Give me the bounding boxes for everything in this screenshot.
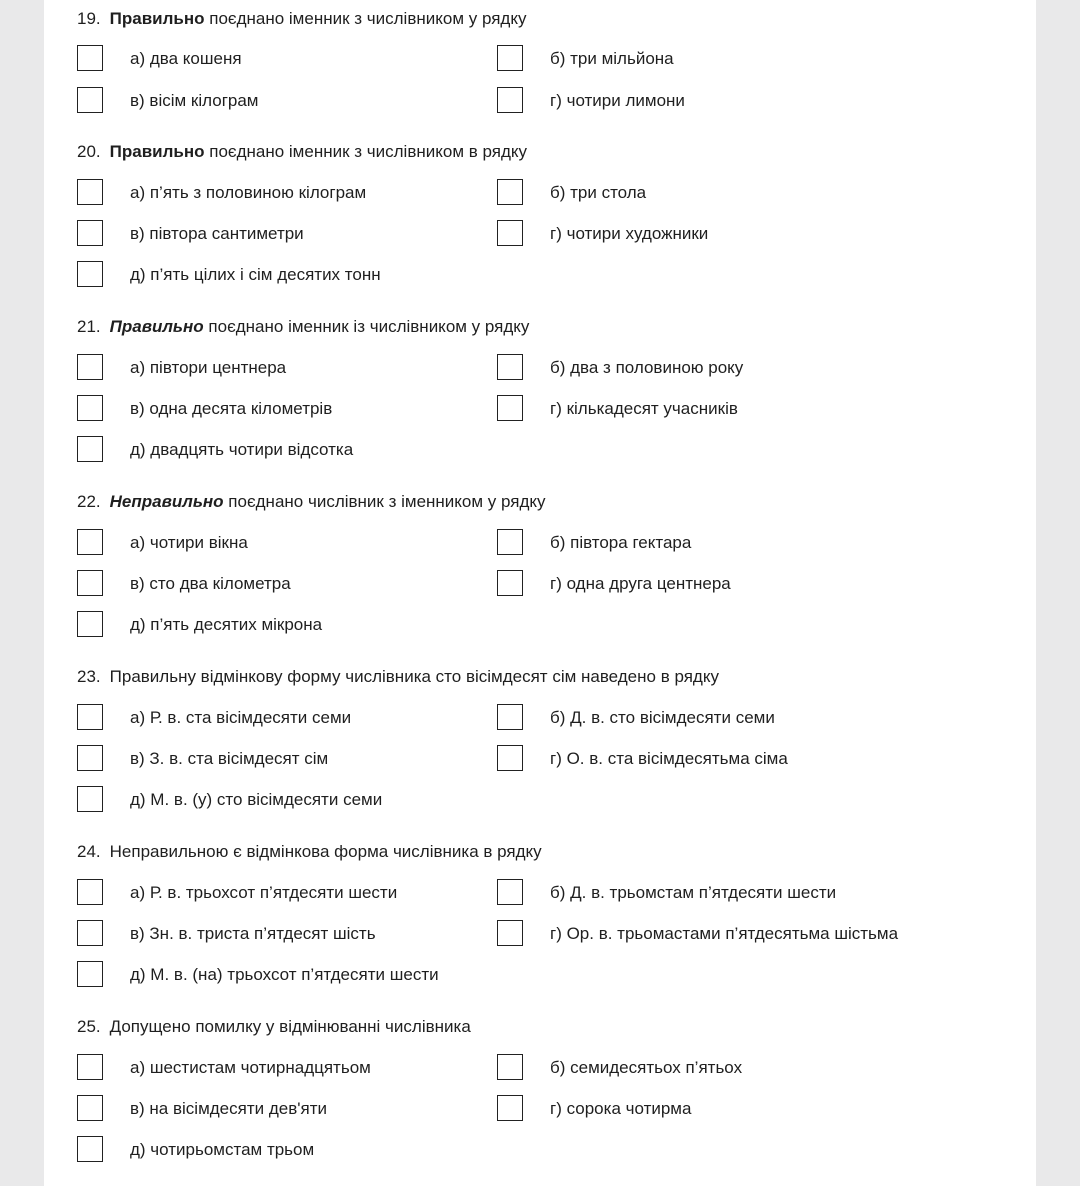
answer-option-b[interactable] — [497, 1054, 937, 1082]
question-text: поєднано іменник з числівником в рядку — [204, 142, 528, 161]
answer-option-c[interactable] — [77, 220, 517, 248]
option-label: в) півтора сантиметри — [130, 224, 304, 243]
answer-option-d[interactable] — [497, 745, 937, 773]
answer-checkbox[interactable] — [497, 879, 523, 905]
answer-checkbox[interactable] — [77, 704, 103, 730]
answer-checkbox[interactable] — [497, 1054, 523, 1080]
answer-option-c[interactable] — [77, 1095, 517, 1123]
question-number: 22. — [77, 492, 101, 511]
answer-checkbox[interactable] — [77, 961, 103, 987]
question-keyword: Правильно — [109, 9, 205, 28]
answer-option-e[interactable] — [77, 436, 517, 464]
question-title — [77, 316, 529, 338]
question-title — [77, 841, 542, 863]
option-label: а) два кошеня — [130, 49, 242, 68]
option-label: г) Ор. в. трьомастами п’ятдесятьма шістьма — [550, 924, 899, 943]
option-label: а) чотири вікна — [130, 533, 248, 552]
answer-checkbox[interactable] — [77, 45, 103, 71]
option-label: г) сорока чотирма — [550, 1099, 692, 1118]
worksheet-page — [44, 0, 1036, 1186]
option-label: д) М. в. (у) сто вісімдесяти семи — [130, 790, 383, 809]
option-label: в) З. в. ста вісімдесят сім — [130, 749, 329, 768]
answer-option-e[interactable] — [77, 261, 517, 289]
option-label: г) кількадесят учасників — [550, 399, 738, 418]
answer-option-c[interactable] — [77, 920, 517, 948]
answer-checkbox[interactable] — [497, 1095, 523, 1121]
option-label: а) п’ять з половиною кілограм — [130, 183, 367, 202]
answer-checkbox[interactable] — [497, 570, 523, 596]
question-number: 19. — [77, 9, 101, 28]
answer-checkbox[interactable] — [77, 1095, 103, 1121]
option-label: а) Р. в. ста вісімдесяти семи — [130, 708, 352, 727]
answer-option-a[interactable] — [77, 1054, 517, 1082]
question-text: Правильну відмінкову форму числівника сто вісімдесят сім наведено в рядку — [109, 667, 719, 686]
answer-option-d[interactable] — [497, 395, 937, 423]
question-text: Допущено помилку у відмінюванні числівника — [109, 1017, 471, 1036]
option-label: б) Д. в. трьомстам п’ятдесяти шести — [550, 883, 837, 902]
answer-option-e[interactable] — [77, 961, 517, 989]
answer-option-b[interactable] — [497, 179, 937, 207]
answer-option-d[interactable] — [497, 87, 937, 115]
answer-checkbox[interactable] — [77, 920, 103, 946]
answer-checkbox[interactable] — [77, 436, 103, 462]
answer-option-c[interactable] — [77, 395, 517, 423]
question-keyword: Правильно — [109, 317, 204, 336]
answer-option-c[interactable] — [77, 87, 517, 115]
answer-checkbox[interactable] — [77, 87, 103, 113]
answer-checkbox[interactable] — [497, 395, 523, 421]
answer-checkbox[interactable] — [497, 529, 523, 555]
option-label: в) вісім кілограм — [130, 91, 259, 110]
option-label: в) на вісімдесяти дев'яти — [130, 1099, 327, 1118]
question-keyword: Неправильно — [109, 492, 224, 511]
option-label: б) семидесятьох п’ятьох — [550, 1058, 743, 1077]
answer-option-c[interactable] — [77, 745, 517, 773]
answer-checkbox[interactable] — [497, 87, 523, 113]
answer-checkbox[interactable] — [497, 920, 523, 946]
option-label: а) півтори центнера — [130, 358, 287, 377]
answer-option-b[interactable] — [497, 704, 937, 732]
option-label: д) двадцять чотири відсотка — [130, 440, 354, 459]
question-title — [77, 1016, 471, 1038]
option-label: б) Д. в. сто вісімдесяти семи — [550, 708, 775, 727]
answer-checkbox[interactable] — [77, 745, 103, 771]
answer-option-b[interactable] — [497, 354, 937, 382]
option-label: в) одна десята кілометрів — [130, 399, 333, 418]
option-label: б) два з половиною року — [550, 358, 744, 377]
answer-option-a[interactable] — [77, 354, 517, 382]
option-label: г) О. в. ста вісімдесятьма сіма — [550, 749, 788, 768]
answer-option-a[interactable] — [77, 529, 517, 557]
option-label: г) чотири лимони — [550, 91, 685, 110]
answer-checkbox[interactable] — [497, 354, 523, 380]
answer-option-a[interactable] — [77, 45, 517, 73]
answer-option-a[interactable] — [77, 879, 517, 907]
answer-checkbox[interactable] — [77, 786, 103, 812]
question-text: поєднано іменник із числівником у рядку — [203, 317, 530, 336]
option-label: а) шестистам чотирнадцятьом — [130, 1058, 371, 1077]
answer-checkbox[interactable] — [497, 45, 523, 71]
answer-option-b[interactable] — [497, 879, 937, 907]
question-text: Неправильною є відмінкова форма числівника в рядку — [109, 842, 542, 861]
answer-checkbox[interactable] — [497, 704, 523, 730]
answer-option-d[interactable] — [497, 1095, 937, 1123]
answer-checkbox[interactable] — [77, 879, 103, 905]
option-label: б) півтора гектара — [550, 533, 692, 552]
question-number: 21. — [77, 317, 101, 336]
option-label: г) одна друга центнера — [550, 574, 731, 593]
answer-checkbox[interactable] — [77, 529, 103, 555]
answer-checkbox[interactable] — [77, 179, 103, 205]
option-label: в) сто два кілометра — [130, 574, 291, 593]
question-number: 25. — [77, 1017, 101, 1036]
answer-option-e[interactable] — [77, 611, 517, 639]
answer-option-b[interactable] — [497, 529, 937, 557]
question-text: поєднано числівник з іменником у рядку — [223, 492, 546, 511]
answer-option-c[interactable] — [77, 570, 517, 598]
answer-option-a[interactable] — [77, 704, 517, 732]
option-label: б) три стола — [550, 183, 647, 202]
answer-checkbox[interactable] — [77, 611, 103, 637]
answer-checkbox[interactable] — [77, 1054, 103, 1080]
question-text: поєднано іменник з числівником у рядку — [204, 9, 527, 28]
option-label: а) Р. в. трьохсот п’ятдесяти шести — [130, 883, 398, 902]
answer-option-e[interactable] — [77, 1136, 517, 1164]
answer-checkbox[interactable] — [497, 179, 523, 205]
option-label: д) М. в. (на) трьохсот п’ятдесяти шести — [130, 965, 439, 984]
answer-option-b[interactable] — [497, 45, 937, 73]
option-label: б) три мільйона — [550, 49, 674, 68]
answer-checkbox[interactable] — [497, 220, 523, 246]
question-title — [77, 491, 546, 513]
answer-option-d[interactable] — [497, 920, 937, 948]
answer-option-d[interactable] — [497, 570, 937, 598]
answer-option-e[interactable] — [77, 786, 517, 814]
question-keyword: Правильно — [109, 142, 205, 161]
answer-checkbox[interactable] — [77, 570, 103, 596]
option-label: в) Зн. в. триста п’ятдесят шість — [130, 924, 376, 943]
question-number: 20. — [77, 142, 101, 161]
answer-option-d[interactable] — [497, 220, 937, 248]
option-label: д) п’ять десятих мікрона — [130, 615, 323, 634]
option-label: д) чотирьомстам трьом — [130, 1140, 315, 1159]
option-label: д) п’ять цілих і сім десятих тонн — [130, 265, 381, 284]
answer-checkbox[interactable] — [77, 261, 103, 287]
question-title — [77, 141, 527, 163]
question-title — [77, 8, 526, 30]
question-number: 23. — [77, 667, 101, 686]
answer-option-a[interactable] — [77, 179, 517, 207]
answer-checkbox[interactable] — [77, 220, 103, 246]
question-title — [77, 666, 719, 688]
option-label: г) чотири художники — [550, 224, 709, 243]
answer-checkbox[interactable] — [77, 395, 103, 421]
answer-checkbox[interactable] — [497, 745, 523, 771]
answer-checkbox[interactable] — [77, 1136, 103, 1162]
question-number: 24. — [77, 842, 101, 861]
answer-checkbox[interactable] — [77, 354, 103, 380]
